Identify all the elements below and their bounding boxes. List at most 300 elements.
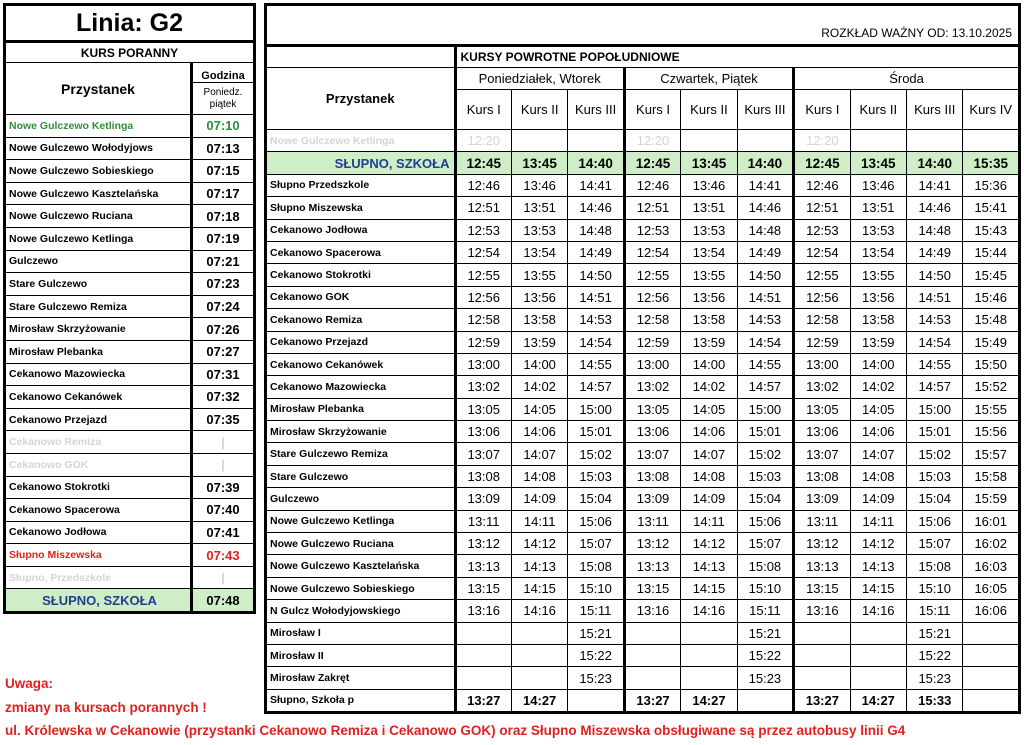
- departure-time: 12:54: [794, 241, 850, 263]
- departure-time: 12:20: [455, 130, 511, 152]
- departure-time: 07:26: [192, 318, 255, 341]
- departure-time: 15:23: [907, 667, 963, 689]
- departure-time: 13:27: [455, 689, 511, 712]
- departure-time: 07:15: [192, 160, 255, 183]
- departure-time: 12:58: [624, 309, 680, 331]
- morning-row: [5, 160, 255, 183]
- departure-time: 16:03: [963, 555, 1020, 577]
- morning-row: [5, 182, 255, 205]
- departure-time: 13:00: [794, 353, 850, 375]
- departure-time: [681, 622, 737, 644]
- departure-time: 15:23: [568, 667, 624, 689]
- return-row: [266, 286, 1020, 308]
- departure-time: 14:02: [850, 376, 906, 398]
- departure-time: 13:51: [511, 197, 567, 219]
- departure-time: 16:02: [963, 533, 1020, 555]
- departure-time: 15:04: [737, 488, 793, 510]
- departure-time: 12:51: [794, 197, 850, 219]
- stop-name: Nowe Gulczewo Kasztelańska: [5, 182, 192, 205]
- departure-time: 14:53: [737, 309, 793, 331]
- departure-time: 14:54: [568, 331, 624, 353]
- course-header: Kurs IV: [963, 90, 1020, 130]
- morning-row: [5, 476, 255, 499]
- stop-header: Przystanek: [266, 68, 456, 130]
- departure-time: 14:57: [568, 376, 624, 398]
- departure-time: 07:17: [192, 182, 255, 205]
- departure-time: 13:07: [455, 443, 511, 465]
- stop-name: Cekanowo Stokrotki: [5, 476, 192, 499]
- departure-time: 13:00: [455, 353, 511, 375]
- departure-time: 14:13: [681, 555, 737, 577]
- course-header: Kurs I: [624, 90, 680, 130]
- departure-time: 07:48: [192, 589, 255, 613]
- hour-header: Godzina: [192, 63, 255, 83]
- return-row: [266, 174, 1020, 196]
- departure-time: 07:43: [192, 544, 255, 567]
- stop-name: Cekanowo Mazowiecka: [5, 363, 192, 386]
- departure-time: 15:03: [568, 465, 624, 487]
- return-row: [266, 219, 1020, 241]
- morning-row: [5, 205, 255, 228]
- line-title: Linia: G2: [5, 5, 255, 42]
- departure-time: 14:51: [907, 286, 963, 308]
- course-header: Kurs I: [455, 90, 511, 130]
- departure-time: 15:10: [568, 577, 624, 599]
- departure-time: 15:11: [568, 600, 624, 622]
- stop-name: Mirosław Skrzyżowanie: [266, 421, 456, 443]
- departure-time: 15:56: [963, 421, 1020, 443]
- departure-time: [794, 622, 850, 644]
- morning-row: [5, 386, 255, 409]
- departure-time: 14:02: [681, 376, 737, 398]
- departure-time: 07:39: [192, 476, 255, 499]
- departure-time: 14:15: [850, 577, 906, 599]
- departure-time: 13:06: [794, 421, 850, 443]
- departure-time: 14:11: [511, 510, 567, 532]
- departure-time: 14:49: [737, 241, 793, 263]
- group-thu-fri: Czwartek, Piątek: [624, 68, 793, 90]
- departure-time: 14:16: [681, 600, 737, 622]
- stop-name: Mirosław Zakręt: [266, 667, 456, 689]
- departure-time: 12:56: [794, 286, 850, 308]
- departure-time: 14:27: [681, 689, 737, 712]
- departure-time: 15:03: [907, 465, 963, 487]
- stop-name: Mirosław Plebanka: [5, 340, 192, 363]
- return-row: [266, 309, 1020, 331]
- departure-time: 13:45: [850, 152, 906, 174]
- departure-time: 14:08: [511, 465, 567, 487]
- departure-time: 13:13: [455, 555, 511, 577]
- stop-name: Cekanowo GOK: [5, 453, 192, 476]
- departure-time: 14:55: [907, 353, 963, 375]
- group-wed: Środa: [794, 68, 1020, 90]
- departure-time: 13:15: [794, 577, 850, 599]
- departure-time: 13:06: [624, 421, 680, 443]
- departure-time: 12:51: [455, 197, 511, 219]
- departure-time: 14:53: [907, 309, 963, 331]
- departure-time: 12:53: [624, 219, 680, 241]
- departure-time: 14:51: [737, 286, 793, 308]
- departure-time: 15:08: [907, 555, 963, 577]
- notes: [5, 672, 905, 743]
- departure-time: 12:20: [624, 130, 680, 152]
- departure-time: 16:05: [963, 577, 1020, 599]
- departure-time: 15:02: [907, 443, 963, 465]
- departure-time: 13:56: [850, 286, 906, 308]
- morning-timetable: [3, 3, 256, 614]
- departure-time: 07:32: [192, 386, 255, 409]
- return-row: [266, 577, 1020, 599]
- departure-time: 14:11: [681, 510, 737, 532]
- departure-time: 07:31: [192, 363, 255, 386]
- departure-time: 12:55: [455, 264, 511, 286]
- departure-time: 13:46: [681, 174, 737, 196]
- stop-name: N Gulcz Wołodyjowskiego: [266, 600, 456, 622]
- morning-row: [5, 318, 255, 341]
- departure-time: 15:52: [963, 376, 1020, 398]
- departure-time: [568, 130, 624, 152]
- departure-time: 13:59: [681, 331, 737, 353]
- return-row: [266, 152, 1020, 174]
- departure-time: 15:46: [963, 286, 1020, 308]
- departure-time: 15:01: [737, 421, 793, 443]
- departure-time: 13:56: [511, 286, 567, 308]
- departure-time: 13:46: [850, 174, 906, 196]
- stop-name: Mirosław Plebanka: [266, 398, 456, 420]
- departure-time: 12:46: [794, 174, 850, 196]
- stop-name: Słupno Przedszkole: [266, 174, 456, 196]
- departure-time: 13:02: [624, 376, 680, 398]
- stop-name: Nowe Gulczewo Ketlinga: [266, 130, 456, 152]
- stop-name: Stare Gulczewo: [266, 465, 456, 487]
- departure-time: 13:53: [681, 219, 737, 241]
- morning-row: [5, 115, 255, 138]
- departure-time: 13:59: [511, 331, 567, 353]
- departure-time: 13:09: [624, 488, 680, 510]
- departure-time: 14:53: [568, 309, 624, 331]
- note-line-2: ul. Królewska w Cekanowie (przystanki Cekanowo Remiza i Cekanowo GOK) oraz Słupno Miszewska obsługiwane są przez autobusy linii G4: [5, 723, 906, 738]
- departure-time: 14:48: [737, 219, 793, 241]
- return-row: [266, 331, 1020, 353]
- departure-time: 15:59: [963, 488, 1020, 510]
- departure-time: 14:40: [737, 152, 793, 174]
- departure-time: 14:50: [737, 264, 793, 286]
- stop-name: Cekanowo Jodłowa: [266, 219, 456, 241]
- departure-time: 14:46: [907, 197, 963, 219]
- departure-time: [511, 644, 567, 666]
- stop-name: Cekanowo Spacerowa: [266, 241, 456, 263]
- departure-time: 14:50: [907, 264, 963, 286]
- course-header: Kurs III: [737, 90, 793, 130]
- departure-time: 15:48: [963, 309, 1020, 331]
- stop-name: Nowe Gulczewo Ketlinga: [266, 510, 456, 532]
- note-warning: Uwaga:: [5, 676, 54, 691]
- stop-name: Cekanowo Remiza: [5, 431, 192, 454]
- departure-time: 13:08: [455, 465, 511, 487]
- departure-time: 14:40: [568, 152, 624, 174]
- departure-time: 14:15: [681, 577, 737, 599]
- return-row: [266, 465, 1020, 487]
- departure-time: 15:21: [568, 622, 624, 644]
- morning-row: [5, 521, 255, 544]
- departure-time: 13:11: [455, 510, 511, 532]
- stop-name: Nowe Gulczewo Ketlinga: [5, 227, 192, 250]
- departure-time: 14:07: [511, 443, 567, 465]
- departure-time: 13:05: [455, 398, 511, 420]
- departure-time: 12:20: [794, 130, 850, 152]
- return-row: [266, 443, 1020, 465]
- departure-time: 15:33: [907, 689, 963, 712]
- departure-time: 13:59: [850, 331, 906, 353]
- return-row: [266, 398, 1020, 420]
- departure-time: 15:07: [568, 533, 624, 555]
- departure-time: [511, 130, 567, 152]
- departure-time: 15:06: [907, 510, 963, 532]
- departure-time: 14:15: [511, 577, 567, 599]
- departure-time: 14:02: [511, 376, 567, 398]
- departure-time: 13:53: [511, 219, 567, 241]
- departure-time: 13:45: [511, 152, 567, 174]
- morning-row: [5, 273, 255, 296]
- departure-time: [907, 130, 963, 152]
- departure-time: 13:15: [455, 577, 511, 599]
- departure-time: 07:35: [192, 408, 255, 431]
- departure-time: 13:51: [681, 197, 737, 219]
- departure-time: 14:41: [907, 174, 963, 196]
- departure-time: 15:07: [737, 533, 793, 555]
- departure-time: [681, 644, 737, 666]
- departure-time: 13:55: [681, 264, 737, 286]
- departure-time: 13:02: [455, 376, 511, 398]
- departure-time: 13:56: [681, 286, 737, 308]
- departure-time: 14:08: [850, 465, 906, 487]
- departure-time: 13:11: [794, 510, 850, 532]
- departure-time: 12:45: [794, 152, 850, 174]
- stop-name: Cekanowo Przejazd: [5, 408, 192, 431]
- departure-time: 12:45: [624, 152, 680, 174]
- stop-name: SŁUPNO, SZKOŁA: [266, 152, 456, 174]
- departure-time: 15:06: [568, 510, 624, 532]
- departure-time: 14:49: [907, 241, 963, 263]
- departure-time: [794, 644, 850, 666]
- departure-time: 14:49: [568, 241, 624, 263]
- departure-time: [963, 667, 1020, 689]
- departure-time: [737, 130, 793, 152]
- departure-time: 12:51: [624, 197, 680, 219]
- stop-name: Słupno, Przedszkole: [5, 566, 192, 589]
- departure-time: 14:54: [907, 331, 963, 353]
- morning-row: [5, 250, 255, 273]
- departure-time: 13:05: [794, 398, 850, 420]
- morning-row: [5, 295, 255, 318]
- return-row: [266, 644, 1020, 666]
- departure-time: 15:21: [907, 622, 963, 644]
- departure-time: 13:05: [624, 398, 680, 420]
- stop-name: Stare Gulczewo Remiza: [266, 443, 456, 465]
- departure-time: 14:40: [907, 152, 963, 174]
- departure-time: 13:00: [624, 353, 680, 375]
- departure-time: 14:13: [511, 555, 567, 577]
- departure-time: [850, 130, 906, 152]
- morning-course-title: KURS PORANNY: [5, 42, 255, 63]
- departure-time: 13:12: [624, 533, 680, 555]
- departure-time: 13:54: [681, 241, 737, 263]
- departure-time: 13:27: [624, 689, 680, 712]
- departure-time: [963, 689, 1020, 712]
- stop-name: Cekanowo Przejazd: [266, 331, 456, 353]
- departure-time: 15:00: [568, 398, 624, 420]
- stop-name: Nowe Gulczewo Kasztelańska: [266, 555, 456, 577]
- departure-time: 16:06: [963, 600, 1020, 622]
- departure-time: 07:40: [192, 499, 255, 522]
- departure-time: 07:19: [192, 227, 255, 250]
- morning-row: [5, 227, 255, 250]
- departure-time: 14:05: [850, 398, 906, 420]
- departure-time: 13:54: [511, 241, 567, 263]
- departure-time: 14:54: [737, 331, 793, 353]
- departure-time: [455, 644, 511, 666]
- departure-time: 12:46: [455, 174, 511, 196]
- departure-time: 13:09: [794, 488, 850, 510]
- stop-name: Cekanowo Cekanówek: [266, 353, 456, 375]
- departure-time: 13:27: [794, 689, 850, 712]
- departure-time: 07:24: [192, 295, 255, 318]
- departure-time: 13:07: [794, 443, 850, 465]
- return-row: [266, 241, 1020, 263]
- departure-time: 15:10: [907, 577, 963, 599]
- stop-name: Cekanowo Remiza: [266, 309, 456, 331]
- departure-time: [455, 622, 511, 644]
- stop-name: Gulczewo: [5, 250, 192, 273]
- departure-time: 16:01: [963, 510, 1020, 532]
- departure-time: 15:07: [907, 533, 963, 555]
- stop-name: Słupno Miszewska: [5, 544, 192, 567]
- departure-time: 13:45: [681, 152, 737, 174]
- departure-time: 13:09: [455, 488, 511, 510]
- return-row: [266, 130, 1020, 152]
- departure-time: 12:58: [455, 309, 511, 331]
- stop-name: Nowe Gulczewo Ketlinga: [5, 115, 192, 138]
- departure-time: 07:18: [192, 205, 255, 228]
- departure-time: 13:53: [850, 219, 906, 241]
- morning-row: [5, 340, 255, 363]
- departure-time: 15:23: [737, 667, 793, 689]
- departure-time: 15:04: [568, 488, 624, 510]
- morning-row: [5, 363, 255, 386]
- stop-name: Nowe Gulczewo Wołodyjows: [5, 137, 192, 160]
- stop-name: Cekanowo Cekanówek: [5, 386, 192, 409]
- stop-name: Gulczewo: [266, 488, 456, 510]
- departure-time: 15:04: [907, 488, 963, 510]
- departure-time: [511, 622, 567, 644]
- departure-time: 12:54: [455, 241, 511, 263]
- return-row: [266, 488, 1020, 510]
- morning-row: [5, 408, 255, 431]
- stop-name: Nowe Gulczewo Ruciana: [266, 533, 456, 555]
- departure-time: 13:58: [681, 309, 737, 331]
- departure-time: 15:57: [963, 443, 1020, 465]
- departure-time: [681, 130, 737, 152]
- departure-time: 15:06: [737, 510, 793, 532]
- stop-name: Cekanowo Jodłowa: [5, 521, 192, 544]
- departure-time: 14:50: [568, 264, 624, 286]
- course-header: Kurs II: [681, 90, 737, 130]
- departure-time: 14:06: [850, 421, 906, 443]
- departure-time: 07:10: [192, 115, 255, 138]
- return-row: [266, 421, 1020, 443]
- departure-time: [963, 622, 1020, 644]
- morning-row: [5, 453, 255, 476]
- days-header: Poniedz. piątek: [192, 83, 255, 115]
- departure-time: 15:41: [963, 197, 1020, 219]
- departure-time: 14:11: [850, 510, 906, 532]
- return-row: [266, 353, 1020, 375]
- departure-time: 14:48: [907, 219, 963, 241]
- departure-time: 14:46: [737, 197, 793, 219]
- departure-time: 14:06: [511, 421, 567, 443]
- departure-time: 14:27: [511, 689, 567, 712]
- return-row: [266, 622, 1020, 644]
- departure-time: 13:08: [624, 465, 680, 487]
- departure-time: 15:02: [737, 443, 793, 465]
- departure-time: 12:54: [624, 241, 680, 263]
- departure-time: 13:13: [624, 555, 680, 577]
- course-header: Kurs III: [907, 90, 963, 130]
- return-row: [266, 264, 1020, 286]
- departure-time: 14:07: [850, 443, 906, 465]
- stop-name: Cekanowo Stokrotki: [266, 264, 456, 286]
- afternoon-timetable: [264, 3, 1021, 714]
- departure-time: 14:41: [568, 174, 624, 196]
- departure-time: 15:03: [737, 465, 793, 487]
- departure-time: 13:11: [624, 510, 680, 532]
- departure-time: 15:01: [907, 421, 963, 443]
- departure-time: 13:15: [624, 577, 680, 599]
- stop-name: Mirosław II: [266, 644, 456, 666]
- departure-time: 15:55: [963, 398, 1020, 420]
- morning-row: [5, 566, 255, 589]
- stop-name: SŁUPNO, SZKOŁA: [5, 589, 192, 613]
- stop-name: Nowe Gulczewo Ruciana: [5, 205, 192, 228]
- return-row: [266, 555, 1020, 577]
- morning-row: [5, 431, 255, 454]
- departure-time: 13:55: [850, 264, 906, 286]
- departure-time: 07:41: [192, 521, 255, 544]
- departure-time: 07:27: [192, 340, 255, 363]
- group-mon-tue: Poniedziałek, Wtorek: [455, 68, 624, 90]
- departure-time: 14:46: [568, 197, 624, 219]
- departure-time: [850, 644, 906, 666]
- departure-time: 14:48: [568, 219, 624, 241]
- departure-time: 14:27: [850, 689, 906, 712]
- departure-time: 15:45: [963, 264, 1020, 286]
- departure-time: 15:35: [963, 152, 1020, 174]
- departure-time: 13:02: [794, 376, 850, 398]
- stop-name: Mirosław Skrzyżowanie: [5, 318, 192, 341]
- return-row: [266, 510, 1020, 532]
- departure-time: 07:21: [192, 250, 255, 273]
- stop-name: Cekanowo Mazowiecka: [266, 376, 456, 398]
- stop-name: Mirosław I: [266, 622, 456, 644]
- stop-header: Przystanek: [5, 63, 192, 115]
- departure-time: 12:46: [624, 174, 680, 196]
- course-header: Kurs II: [850, 90, 906, 130]
- departure-time: 13:55: [511, 264, 567, 286]
- departure-time: 15:44: [963, 241, 1020, 263]
- departure-time: [963, 644, 1020, 666]
- departure-time: 15:11: [907, 600, 963, 622]
- departure-time: 13:16: [455, 600, 511, 622]
